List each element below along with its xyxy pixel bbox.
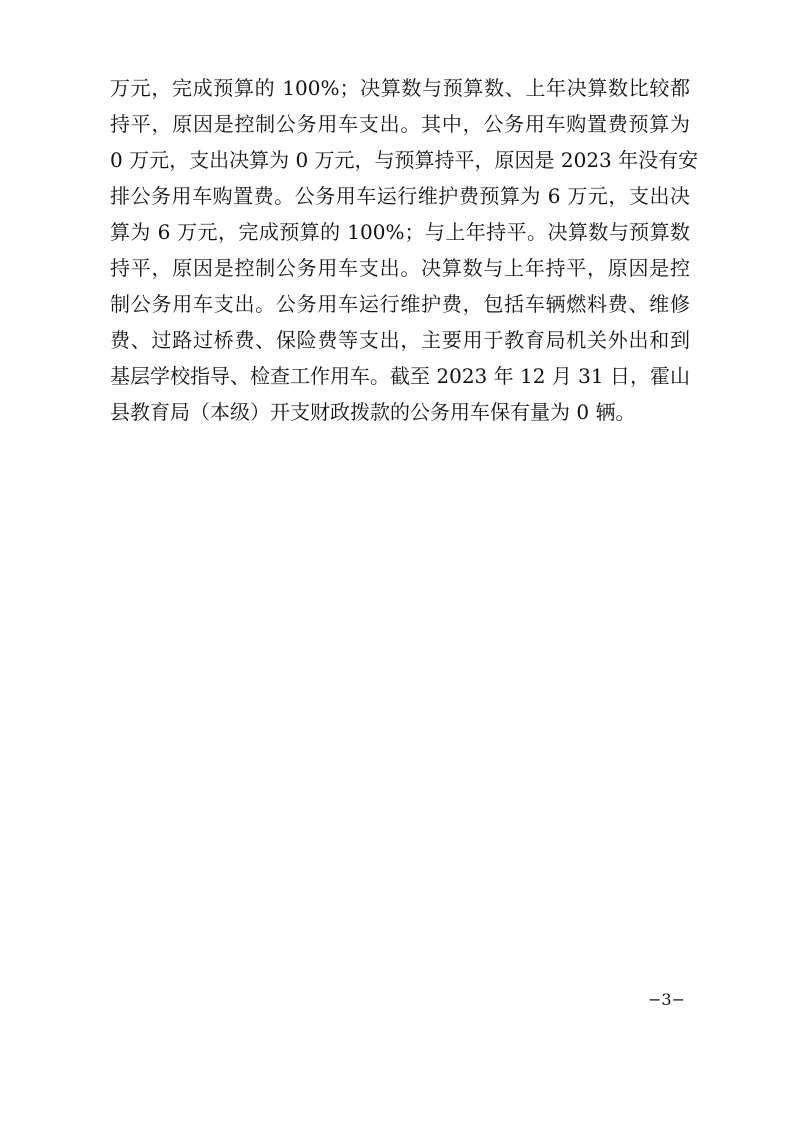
paragraph-line: 算为 6 万元，完成预算的 100%；与上年持平。决算数与预算数: [110, 220, 690, 244]
paragraph-line: 持平，原因是控制公务用车支出。决算数与上年持平，原因是控: [110, 256, 690, 280]
paragraph-line: 持平，原因是控制公务用车支出。其中，公务用车购置费预算为: [110, 112, 690, 136]
page-number: −3−: [648, 990, 685, 1009]
paragraph-line: 万元，完成预算的 100%；决算数与预算数、上年决算数比较都: [110, 76, 690, 100]
paragraph-line: 排公务用车购置费。公务用车运行维护费预算为 6 万元，支出决: [110, 184, 690, 208]
paragraph-line: 基层学校指导、检查工作用车。截至 2023 年 12 月 31 日，霍山: [110, 364, 690, 388]
paragraph-line: 制公务用车支出。公务用车运行维护费，包括车辆燃料费、维修: [110, 292, 690, 316]
body-paragraph: [110, 70, 699, 430]
paragraph-line: 0 万元，支出决算为 0 万元，与预算持平，原因是 2023 年没有安: [110, 148, 699, 172]
paragraph-line: 费、过路过桥费、保险费等支出，主要用于教育局机关外出和到: [110, 328, 690, 352]
paragraph-line: 县教育局（本级）开支财政拨款的公务用车保有量为 0 辆。: [110, 400, 636, 424]
